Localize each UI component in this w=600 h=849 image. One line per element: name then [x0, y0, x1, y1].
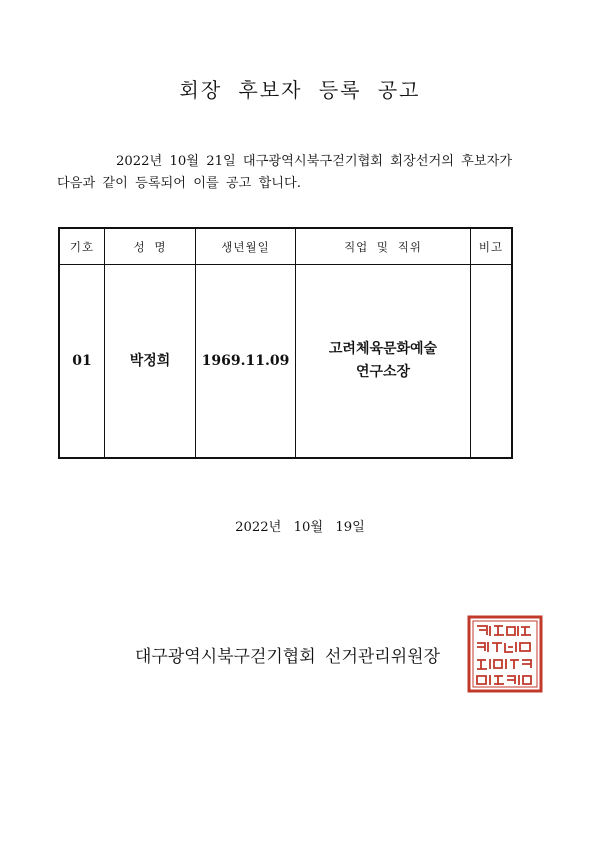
intro-paragraph [57, 151, 557, 195]
occupation-line-2: 연구소장 [355, 364, 411, 380]
official-seal-icon [466, 614, 544, 694]
occupation-line-1: 고려체육문화예술 [328, 341, 438, 357]
candidate-table [58, 227, 513, 459]
header-occupation: 직업 및 직위 [296, 228, 471, 265]
header-remarks: 비고 [471, 228, 513, 265]
cell-birthdate: 1969.11.09 [196, 265, 296, 459]
cell-name: 박정희 [105, 265, 196, 459]
intro-line-1: 2022년 10월 21일 대구광역시북구걷기협회 회장선거의 후보자가 [116, 154, 513, 169]
header-birthdate: 생년월일 [196, 228, 296, 265]
table-header-row [59, 228, 512, 265]
cell-number: 01 [59, 265, 105, 459]
header-name: 성 명 [105, 228, 196, 265]
notice-title: 회장 후보자 등록 공고 [179, 78, 421, 102]
header-number: 기호 [59, 228, 105, 265]
notice-date: 2022년 10월 19일 [235, 520, 365, 535]
intro-line-2: 다음과 같이 등록되어 이를 공고 합니다. [57, 176, 301, 191]
table-row [59, 265, 512, 459]
issuer-name: 대구광역시북구걷기협회 선거관리위원장 [135, 647, 440, 667]
cell-occupation [296, 265, 471, 459]
cell-remarks [471, 265, 513, 459]
